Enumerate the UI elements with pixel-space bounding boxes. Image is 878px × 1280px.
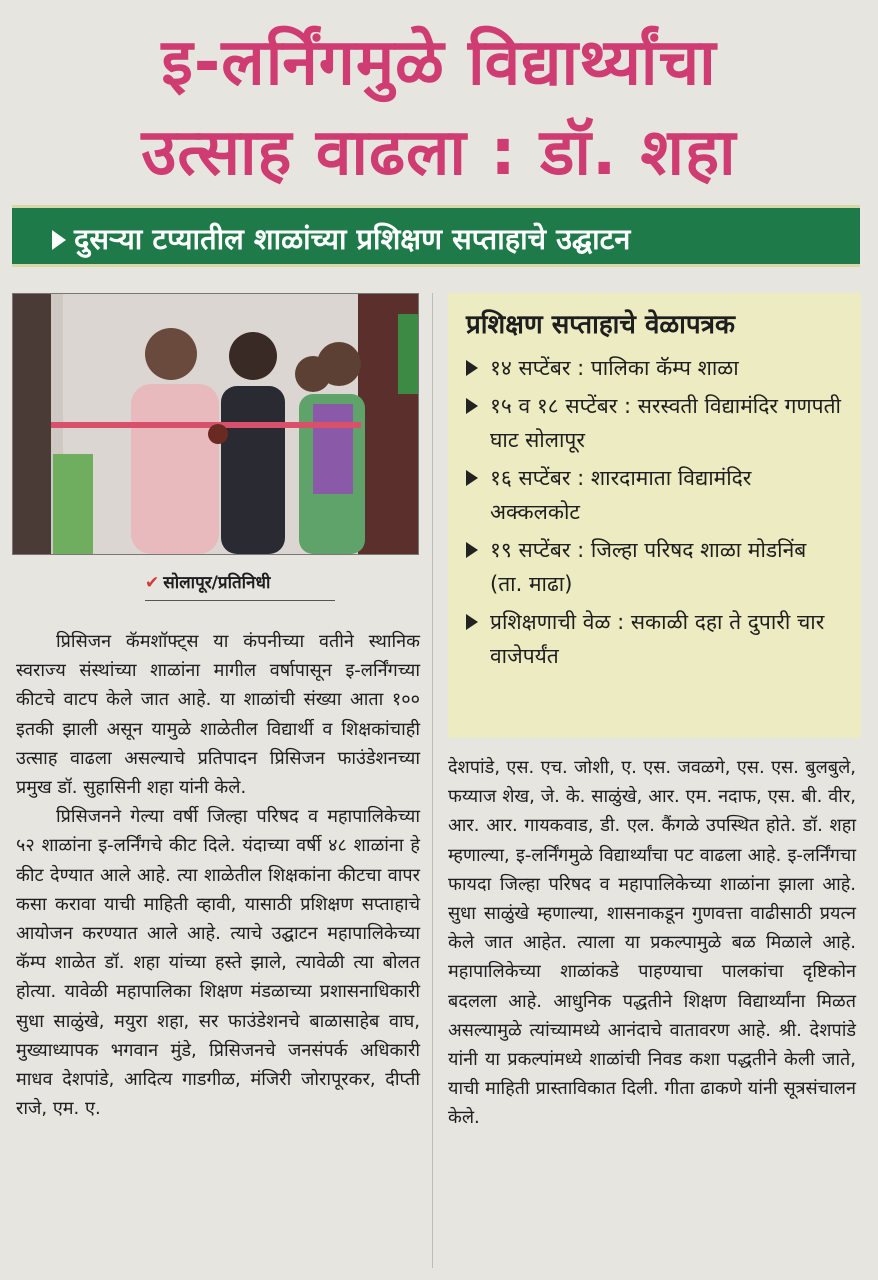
article-right-column [448,753,856,1133]
triangle-bullet-icon [466,614,478,630]
schedule-item-text: प्रशिक्षणाची वेळ : सकाळी दहा ते दुपारी चार वाजेपर्यंत [490,610,825,668]
triangle-bullet-icon [466,470,478,486]
triangle-bullet-icon [466,542,478,558]
ribbon-cutting-photo [12,293,419,555]
schedule-title: प्रशिक्षण सप्ताहाचे वेळापत्रक [466,310,735,340]
schedule-item [466,533,843,601]
schedule-item-text: १६ सप्टेंबर : शारदामाता विद्यामंदिर अक्कलकोट [490,466,752,524]
article-paragraph-1: प्रिसिजन कॅमशॉफ्ट्स या कंपनीच्या वतीने स्थानिक स्वराज्य संस्थांच्या शाळांना मागील वर्षापासून इ-लर्निंगच्या कीटचे वाटप केले जात आहे. या शाळांची संख्या आता १०० इतकी झाली असून यामुळे शाळेतील विद्यार्थी व शिक्षकांचाही उत्साह वाढला असल्याचे प्रतिपादन प्रिसिजन फाउंडेशनच्या प्रमुख डॉ. सुहासिनी शहा यांनी केले. [16,631,420,799]
column-divider [432,293,433,1268]
triangle-bullet-icon [52,230,66,250]
schedule-box [448,293,861,738]
schedule-item [466,461,843,529]
article-paragraph-3: देशपांडे, एस. एच. जोशी, ए. एस. जवळगे, एस. एस. बुलबुले, फय्याज शेख, जे. के. साळुंखे, आर. एम. नदाफ, एस. बी. वीर, आर. आर. गायकवाड, डी. एल. कैंगळे उपस्थित होते. डॉ. शहा म्हणाल्या, इ-लर्निंगमुळे विद्यार्थ्यांचा पट वाढला आहे. इ-लर्निंगचा फायदा जिल्हा परिषद व महापालिकेच्या शाळांना झाला आहे. सुधा साळुंखे म्हणाल्या, शासनाकडून गुणवत्ता वाढीसाठी प्रयत्न केले जात आहेत. त्याला या प्रकल्पामुळे बळ मिळाले आहे. महापालिकेच्या शाळांकडे पाहण्याचा पालकांचा दृष्टिकोन बदलला आहे. आधुनिक पद्धतीने शिक्षण विद्यार्थ्यांना मिळत असल्यामुळे त्यांच्यामध्ये आनंदाचे वातावरण आहे. श्री. देशपांडे यांनी या प्रकल्पांमध्ये शाळांची निवड कशा पद्धतीने केली जाते, याची माहिती प्रास्ताविकात दिली. गीता ढाकणे यांनी सूत्रसंचालन केले. [448,757,856,1129]
article-paragraph-2: प्रिसिजनने गेल्या वर्षी जिल्हा परिषद व महापालिकेच्या ५२ शाळांना इ-लर्निंगचे कीट दिले. यंदाच्या वर्षी ४८ शाळांना हे कीट देण्यात आले आहे. त्या शाळेतील शिक्षकांना कीटचा वापर कसा करावा याची माहिती व्हावी, यासाठी प्रशिक्षण सप्ताहाचे आयोजन करण्यात आले आहे. त्याचे उद्घाटन महापालिकेच्या कॅम्प शाळेत डॉ. शहा यांच्या हस्ते झाले, त्यावेळी त्या बोलत होत्या. यावेळी महापालिका शिक्षण मंडळाच्या प्रशासनाधिकारी सुधा साळुंखे, मयुरा शहा, सर फाउंडेशनचे बाळासाहेब वाघ, मुख्याध्यापक भगवान मुंडे, प्रिसिजनचे जनसंपर्क अधिकारी माधव देशपांडे, आदित्य गाडगीळ, मंजिरी जोरापूरकर, दीप्ती राजे, एम. ए. [16,806,420,1120]
article-left-column [16,627,420,1123]
byline-text: सोलापूर/प्रतिनिधी [163,573,271,593]
headline-line-1: इ-लर्निंगमुळे विद्यार्थ्यांचा [161,26,717,100]
triangle-bullet-icon [466,398,478,414]
strapline-banner [12,205,860,267]
strapline-text: दुसऱ्या टप्यातील शाळांच्या प्रशिक्षण सप्ताहाचे उद्घाटन [74,222,631,256]
triangle-bullet-icon [466,360,478,376]
byline [145,570,335,601]
schedule-item-text: १५ व १८ सप्टेंबर : सरस्वती विद्यामंदिर गणपती घाट सोलापूर [490,394,841,452]
schedule-item [466,605,843,673]
schedule-item-text: १९ सप्टेंबर : जिल्हा परिषद शाळा मोडनिंब (ता. माढा) [490,538,807,596]
schedule-item-text: १४ सप्टेंबर : पालिका कॅम्प शाळा [490,356,739,380]
check-mark-icon: ✔ [145,573,160,593]
schedule-item [466,351,843,385]
headline [0,18,878,198]
headline-line-2: उत्साह वाढला : डॉ. शहा [141,116,737,190]
schedule-item [466,389,843,457]
